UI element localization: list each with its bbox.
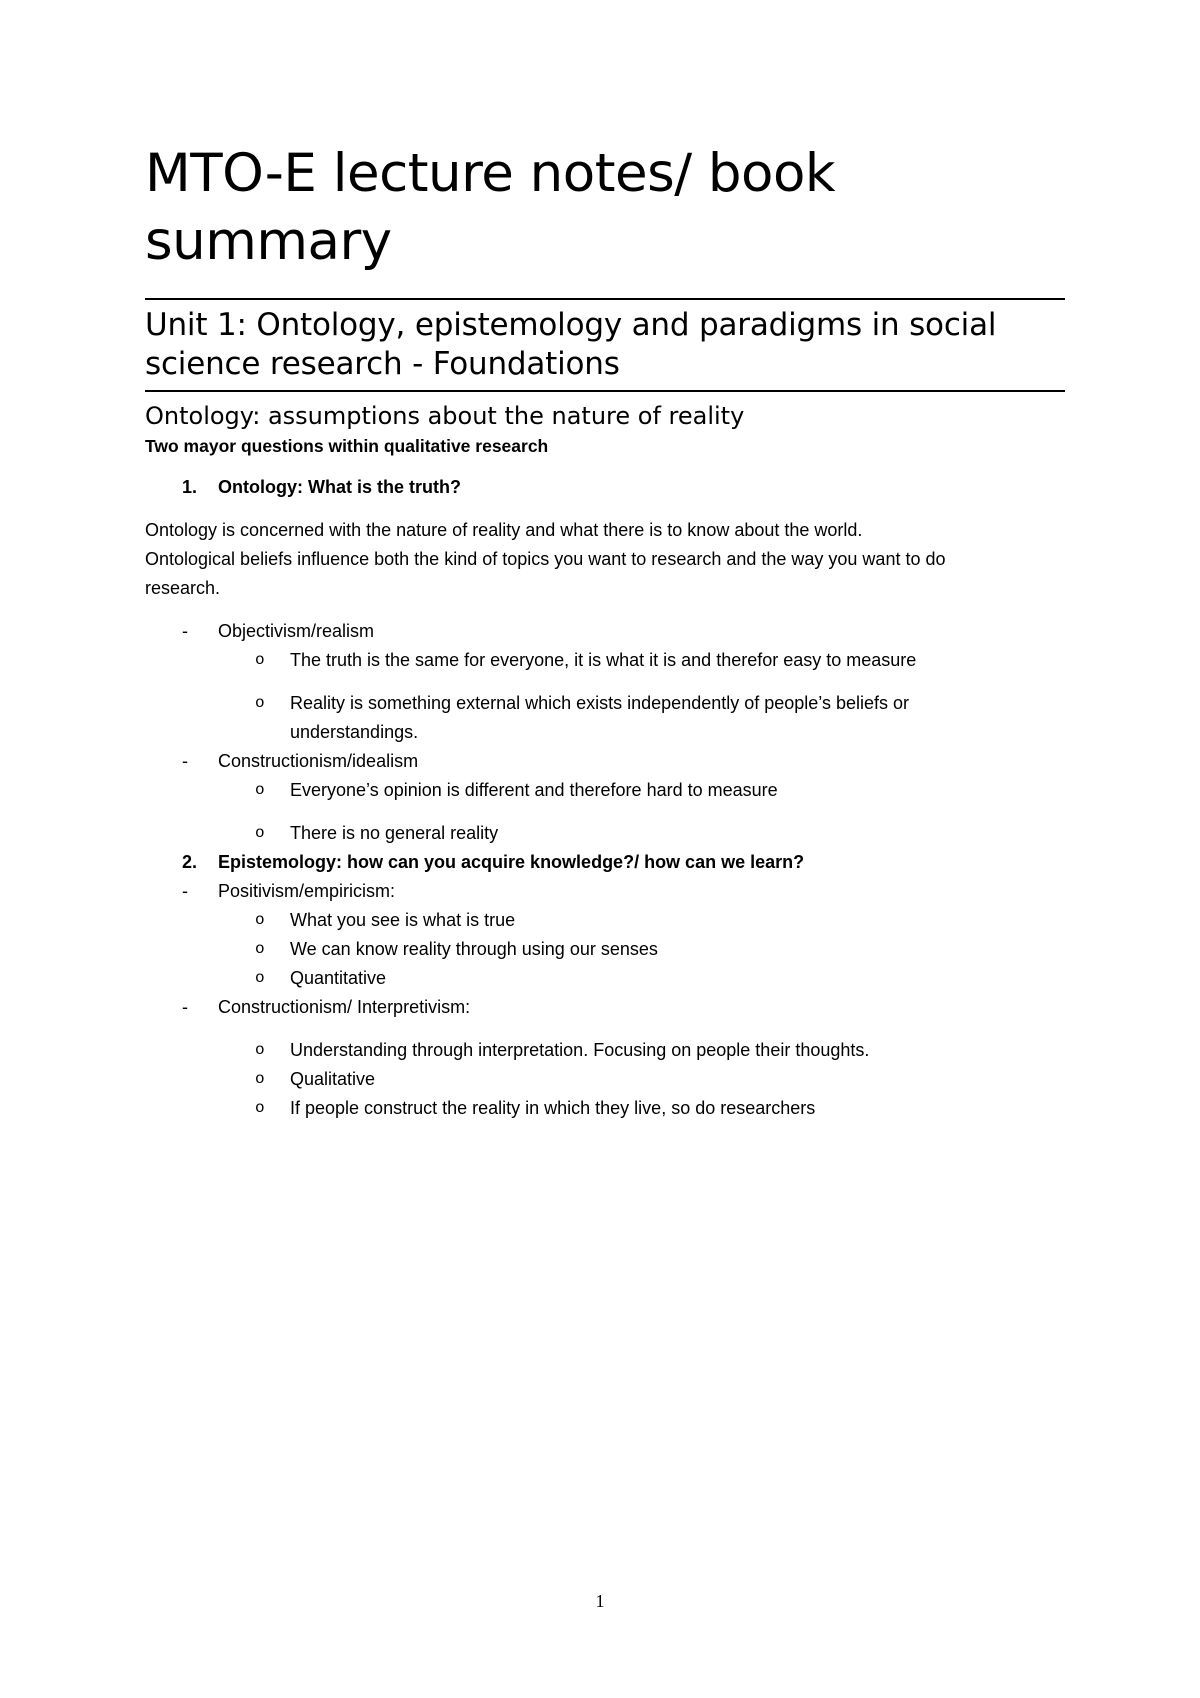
bullet-marker: o [255,694,265,712]
paragraph-line: Ontology is concerned with the nature of reality and what there is to know about the world. [145,520,863,540]
list-item-interpretivism [145,993,1065,1022]
subheading: Two mayor questions within qualitative research [145,436,549,456]
numbered-question-2 [145,848,1065,877]
sub-list-item [145,1065,1065,1094]
paragraph-line: Ontological beliefs influence both the kind of topics you want to research and the way you want to do [145,549,946,569]
sub-list-item-text: Understanding through interpretation. Focusing on people their thoughts. [290,1040,870,1060]
sub-list-item-text: There is no general reality [290,823,499,843]
sub-list-item-text: Everyone’s opinion is different and therefore hard to measure [290,780,778,800]
title-line: summary [145,211,392,272]
title-line: MTO-E lecture notes/ book [145,143,836,204]
bullet-marker: o [255,940,265,958]
bullet-marker: o [255,651,265,669]
unit-heading [145,306,1065,384]
dash-marker: - [182,881,188,901]
sub-list-item-text: The truth is the same for everyone, it is what it is and therefor easy to measure [290,650,917,670]
sub-list-item [145,1036,1065,1065]
bullet-marker: o [255,1099,265,1117]
sub-list-item-text: Quantitative [290,968,387,988]
list-number: 2. [182,852,198,872]
bullet-marker: o [255,1041,265,1059]
sub-list-item [145,1094,1065,1123]
sub-list-item-text: What you see is what is true [290,910,516,930]
sub-list-item [145,906,1065,935]
dash-marker: - [182,621,188,641]
sub-list-item-text: We can know reality through using our senses [290,939,658,959]
list-item-constructionism [145,747,1065,776]
sub-list-item [145,776,1065,805]
sub-list-item-continuation [145,718,1065,747]
heading-rule-top [145,298,1065,300]
unit-heading-line: Unit 1: Ontology, epistemology and paradigms in social [145,307,997,343]
sub-list-item-text: Reality is something external which exists independently of people’s beliefs or [290,693,910,713]
question-text: Ontology: What is the truth? [218,477,461,497]
question-text: Epistemology: how can you acquire knowledge?/ how can we learn? [218,852,805,872]
dash-marker: - [182,997,188,1017]
sub-list-item [145,689,1065,718]
page-content [145,140,1065,1123]
unit-heading-line: science research - Foundations [145,346,620,382]
document-title [145,140,1065,276]
heading-rule-bottom [145,390,1065,392]
list-number: 1. [182,477,198,497]
list-item-label: Positivism/empiricism: [218,881,396,901]
sub-list-item [145,964,1065,993]
sub-list-item [145,935,1065,964]
bullet-marker: o [255,911,265,929]
list-item-objectivism [145,617,1065,646]
page-number: 1 [595,1591,605,1611]
numbered-question-1 [145,473,1065,502]
list-item-label: Constructionism/ Interpretivism: [218,997,471,1017]
sub-list-item [145,646,1065,675]
bullet-marker: o [255,781,265,799]
list-item-label: Objectivism/realism [218,621,375,641]
section-heading: Ontology: assumptions about the nature of reality [145,402,745,430]
list-item-label: Constructionism/idealism [218,751,419,771]
bullet-marker: o [255,969,265,987]
ontology-paragraph [145,516,1065,603]
list-item-positivism [145,877,1065,906]
sub-list-item-text: understandings. [290,722,419,742]
sub-list-item-text: If people construct the reality in which they live, so do researchers [290,1098,816,1118]
bullet-marker: o [255,824,265,842]
bullet-marker: o [255,1070,265,1088]
sub-list-item-text: Qualitative [290,1069,376,1089]
dash-marker: - [182,751,188,771]
sub-list-item [145,819,1065,848]
paragraph-line: research. [145,578,221,598]
